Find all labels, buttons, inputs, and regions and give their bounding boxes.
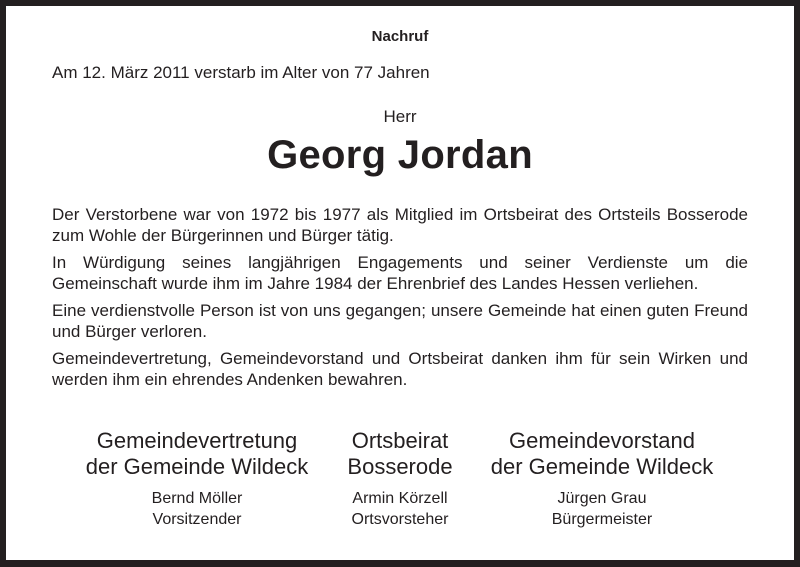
- heading-nachruf: Nachruf: [371, 28, 429, 45]
- signature-name: Armin Körzell: [352, 490, 448, 507]
- obituary-body: [52, 205, 748, 397]
- signature-org: Gemeindevertretung: [96, 428, 298, 453]
- signature-role: Vorsitzender: [152, 511, 242, 528]
- signature-role: Ortsvorsteher: [351, 511, 449, 528]
- paragraph: Gemeindevertretung, Gemeindevorstand und Ortsbeirat danken ihm für sein Wirken und werden ihm ein ehrendes Andenken bewahren.: [52, 349, 748, 389]
- paragraph: Der Verstorbene war von 1972 bis 1977 als Mitglied im Ortsbeirat des Ortsteils Bosserode zum Wohle der Bürgerinnen und Bürger tätig.: [52, 205, 748, 245]
- signature-org: der Gemeinde Wildeck: [490, 454, 714, 479]
- intro-text: Am 12. März 2011 verstarb im Alter von 77 Jahren: [52, 63, 430, 82]
- signature-org: Gemeindevorstand: [509, 428, 695, 453]
- signature-org: der Gemeinde Wildeck: [85, 454, 309, 479]
- paragraph: Eine verdienstvolle Person ist von uns gegangen; unsere Gemeinde hat einen guten Freund und Bürger verloren.: [52, 301, 748, 341]
- signature-name: Bernd Möller: [151, 490, 243, 507]
- signature-name: Jürgen Grau: [557, 490, 647, 507]
- signature-org: Bosserode: [347, 454, 453, 479]
- deceased-name: Georg Jordan: [267, 133, 533, 177]
- paragraph: In Würdigung seines langjährigen Engagements und seiner Verdienste um die Gemeinschaft wurde ihm im Jahre 1984 der Ehrenbrief des Landes Hessen verliehen.: [52, 253, 748, 293]
- signature-role: Bürgermeister: [551, 511, 653, 528]
- salutation: Herr: [383, 107, 417, 126]
- signature-gemeindevorstand: [472, 428, 732, 530]
- signature-person: [472, 488, 732, 530]
- signature-org: Ortsbeirat: [351, 428, 449, 453]
